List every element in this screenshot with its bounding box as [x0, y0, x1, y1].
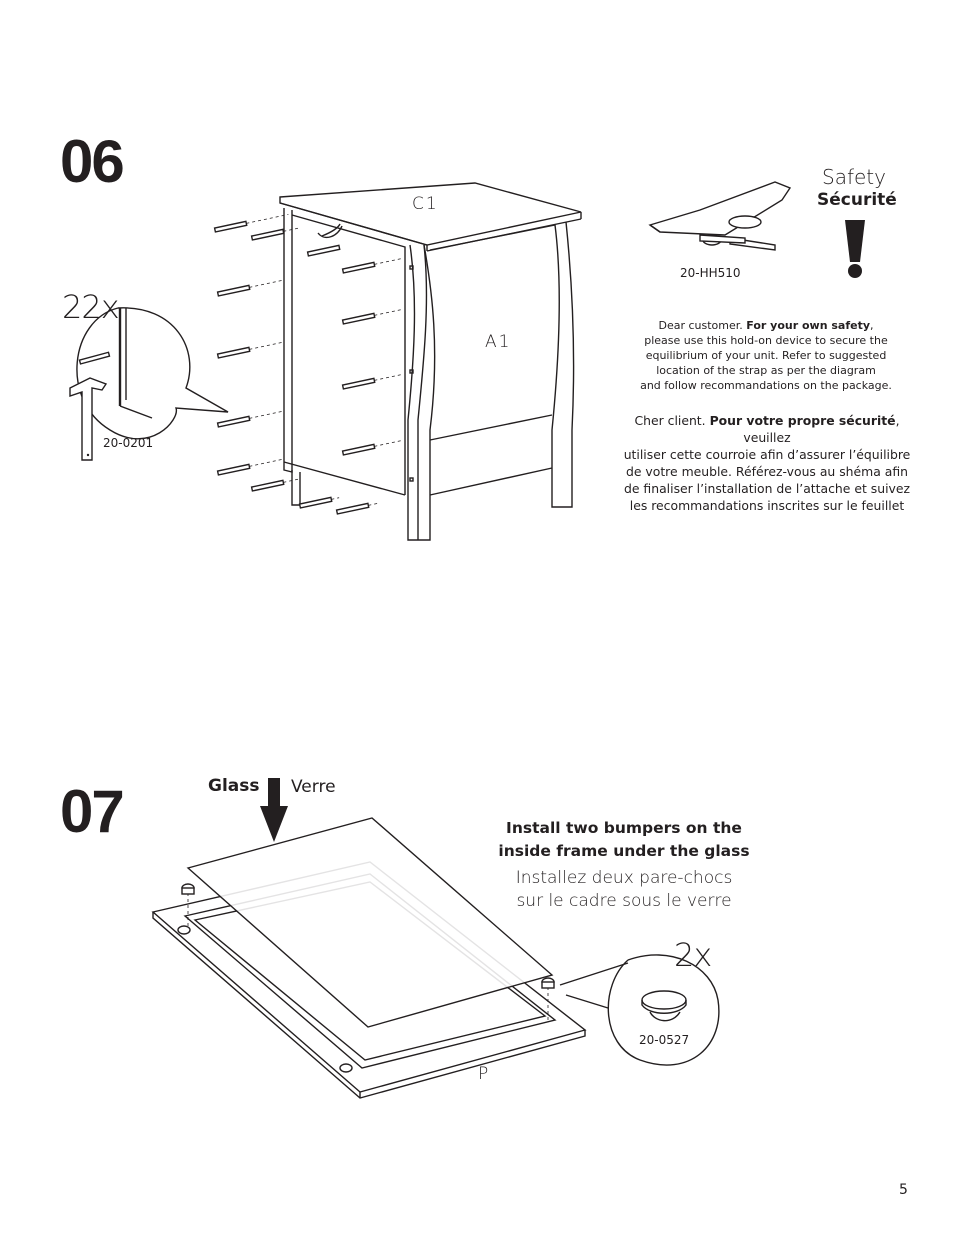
step-07-number: 07: [60, 778, 123, 845]
part-label-c1: C1: [412, 194, 439, 214]
safety-label-fr: Sécurité: [817, 190, 897, 210]
glass-label-fr: Verre: [291, 777, 336, 797]
bumper-instructions-en: Install two bumpers on the inside frame under the glass: [498, 819, 750, 860]
safety-note-en: Dear customer. For your own safety, please use this hold-on device to secure the equilibrium of your unit. Refer to suggested location of the strap as per the diagram and follow recommandations on the package.: [640, 319, 892, 392]
bumper-count: 2x: [674, 936, 712, 974]
step-06-number: 06: [60, 128, 123, 195]
part-label-a1: A1: [485, 332, 512, 352]
screw-count: 22x: [62, 288, 119, 326]
part-label-p: P: [478, 1064, 489, 1084]
safety-note-fr: Cher client. Pour votre propre sécurité, veuillez utiliser cette courroie afin d’assurer l’équilibre de votre meuble. Référez-vous au shéma afin de finaliser l’installation de l’attache et suivez les recommandations inscrites sur le feuillet: [623, 413, 911, 513]
page-number: 5: [899, 1182, 908, 1198]
screw-part-code: 20-0201: [103, 436, 154, 450]
bumper-part-code: 20-0527: [639, 1033, 690, 1047]
bumper-instructions-fr: Installez deux pare-chocs sur le cadre sous le verre: [515, 868, 733, 911]
safety-label-en: Safety: [822, 165, 886, 189]
glass-label-en: Glass: [208, 776, 260, 796]
strap-part-code: 20-HH510: [680, 266, 741, 280]
